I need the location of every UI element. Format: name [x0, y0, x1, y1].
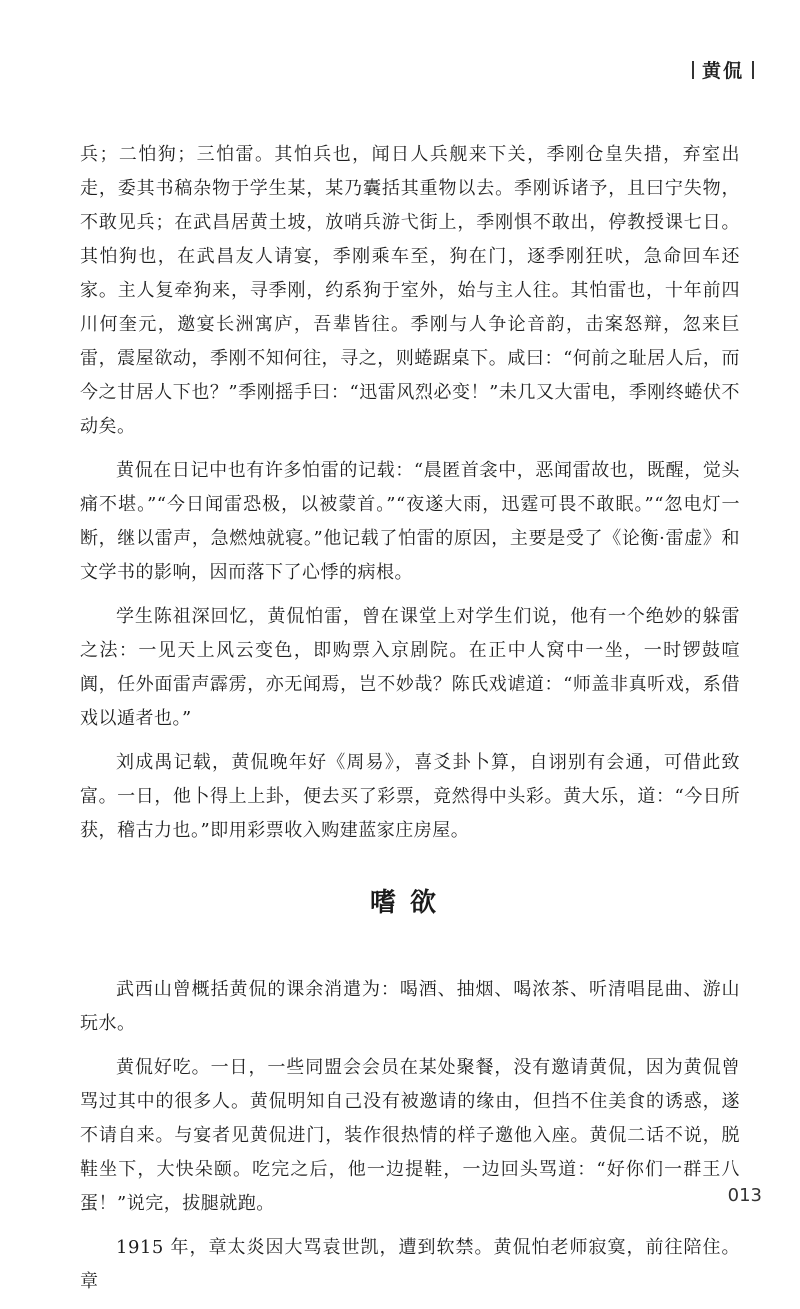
paragraph: 刘成禺记载，黄侃晚年好《周易》，喜爻卦卜算，自诩别有会通，可借此致富。一日，他卜得上上卦，便去买了彩票，竟然得中头彩。黄大乐，道：“今日所获，稽古力也。”即用彩票收入购建蓝家庄房屋。: [80, 752, 740, 841]
page-number: 013: [727, 1185, 762, 1206]
running-title: 黄侃: [701, 60, 744, 82]
paragraph: 黄侃好吃。一日，一些同盟会会员在某处聚餐，没有邀请黄侃，因为黄侃曾骂过其中的很多人。黄侃明知自己没有被邀请的缘由，但挡不住美食的诱惑，遂不请自来。与宴者见黄侃进门，装作很热情的样子邀他入座。黄侃二话不说，脱鞋坐下，大快朵颐。吃完之后，他一边提鞋，一边回头骂道：“好你们一群王八蛋！”说完，拔腿就跑。: [80, 1057, 740, 1214]
header-divider-right: [752, 61, 754, 79]
section-title: 嗜欲: [369, 888, 450, 918]
paragraph: 兵；二怕狗；三怕雷。其怕兵也，闻日人兵舰来下关，季刚仓皇失措，弃室出走，委其书稿杂物于学生某，某乃囊括其重物以去。季刚诉诸予，且曰宁失物，不敢见兵；在武昌居黄土坡，放哨兵游弋街上，季刚惧不敢出，停教授课七日。其怕狗也，在武昌友人请宴，季刚乘车至，狗在门，逐季刚狂吠，急命回车还家。主人复牵狗来，寻季刚，约系狗于室外，始与主人往。其怕雷也，十年前四川何奎元，邀宴长洲寓庐，吾辈皆往。季刚与人争论音韵，击案怒辩，忽来巨雷，震屋欲动，季刚不知何往，寻之，则蜷踞桌下。咸曰：“何前之耻居人后，而今之甘居人下也？”季刚摇手曰：“迅雷风烈必变！”未几又大雷电，季刚终蜷伏不动矣。: [80, 144, 740, 437]
paragraph: 黄侃在日记中也有许多怕雷的记载：“晨匿首衾中，恶闻雷故也，既醒，觉头痛不堪。”“今日闻雷恐极，以被蒙首。”“夜遂大雨，迅霆可畏不敢眠。”“忽电灯一断，继以雷声，急燃烛就寝。”他记载了怕雷的原因，主要是受了《论衡·雷虚》和文学书的影响，因而落下了心悸的病根。: [80, 460, 740, 583]
header-divider-left: [692, 61, 694, 79]
running-header: [684, 56, 762, 83]
paragraph: 武西山曾概括黄侃的课余消遣为：喝酒、抽烟、喝浓茶、听清唱昆曲、游山玩水。: [80, 979, 740, 1034]
page-body: [80, 138, 740, 1309]
paragraph: 1915 年，章太炎因大骂袁世凯，遭到软禁。黄侃怕老师寂寞，前往陪住。章: [80, 1237, 740, 1292]
paragraph: 学生陈祖深回忆，黄侃怕雷，曾在课堂上对学生们说，他有一个绝妙的躲雷之法：一见天上风云变色，即购票入京剧院。在正中人窝中一坐，一时锣鼓喧阗，任外面雷声霹雳，亦无闻焉，岂不妙哉？陈氏戏谑道：“师盖非真听戏，系借戏以遁者也。”: [80, 606, 740, 729]
